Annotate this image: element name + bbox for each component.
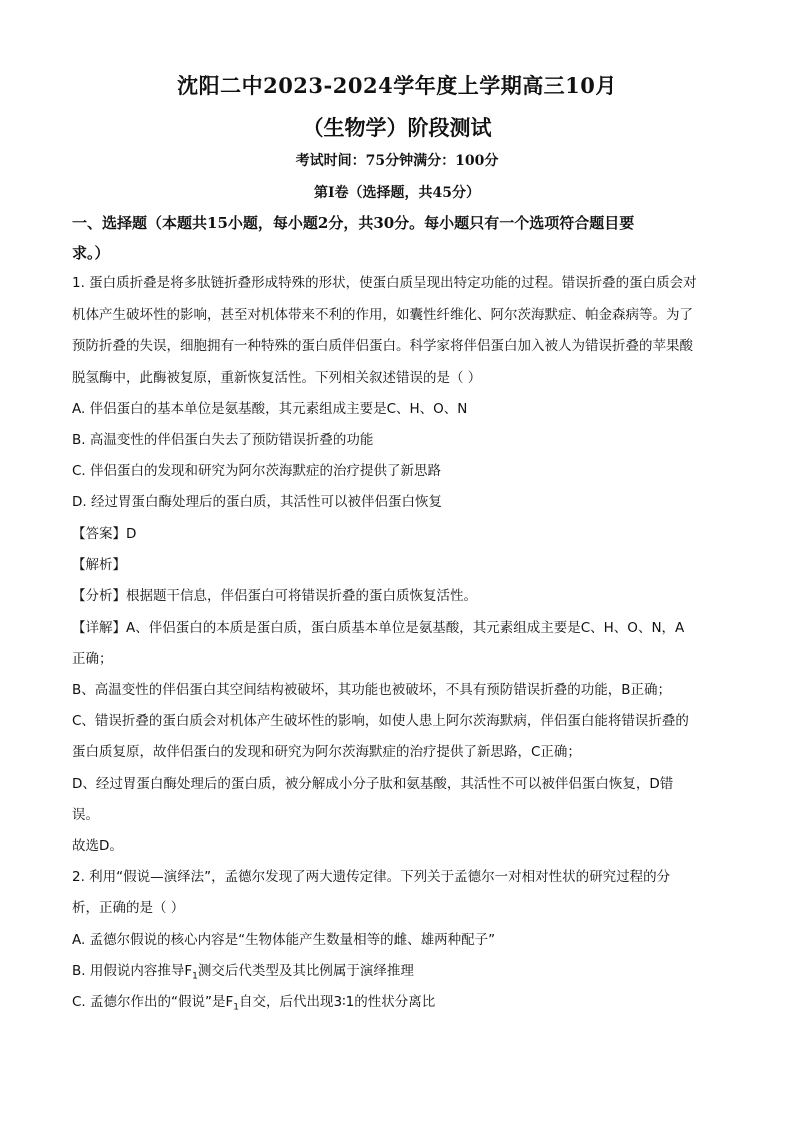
exam-subject-title: （生物学）阶段测试: [302, 115, 492, 140]
answer-label: 【答案】: [72, 526, 126, 542]
q2-option-b-text: B. 用假说内容推导F: [72, 963, 193, 979]
q1-answer: [72, 524, 732, 544]
q1-stem-line: 预防折叠的失误，细胞拥有一种特殊的蛋白质伴侣蛋白。科学家将伴侣蛋白加入被人为错误折叠的苹果酸: [72, 338, 693, 354]
q1-conclusion: 故选D。: [72, 838, 123, 854]
q2-stem-line: 2. 利用“假说—演绎法”，孟德尔发现了两大遗传定律。下列关于孟德尔一对相对性状的研究过程的分: [72, 869, 671, 885]
q1-option-c: C. 伴侣蛋白的发现和研究为阿尔茨海默症的治疗提供了新思路: [72, 463, 442, 479]
exam-info: 考试时间：75分钟满分：100分: [295, 153, 499, 169]
xiangjie-text: A、伴侣蛋白的本质是蛋白质，蛋白质基本单位是氨基酸，其元素组成主要是C、H、O、N，A: [126, 620, 685, 636]
q2-option-b-text-cont: 测交后代类型及其比例属于演绎推理: [197, 963, 414, 979]
volume-heading: 第Ⅰ卷（选择题，共45分）: [313, 185, 481, 201]
exam-title: 沈阳二中2023-2024学年度上学期高三10月: [177, 73, 617, 98]
q1-xiangjie-line: C、错误折叠的蛋白质会对机体产生破坏性的影响，如使人患上阿尔茨海默病，伴侣蛋白能将错误折叠的: [72, 713, 689, 729]
q1-stem-line: 机体产生破坏性的影响，甚至对机体带来不利的作用，如囊性纤维化、阿尔茨海默症、帕金森病等。为了: [72, 307, 693, 323]
answer-value: D: [126, 526, 137, 542]
section-heading: 一、选择题（本题共15小题，每小题2分，共30分。每小题只有一个选项符合题目要: [72, 214, 635, 232]
subscript: 1: [233, 1002, 239, 1013]
q1-xiangjie-line: B、高温变性的伴侣蛋白其空间结构被破坏，其功能也被破坏，不具有预防错误折叠的功能，B正确；: [72, 682, 672, 698]
q2-option-c-text: C. 孟德尔作出的“假说”是F: [72, 994, 234, 1010]
q1-xiangjie-line: 蛋白质复原，故伴侣蛋白的发现和研究为阿尔茨海默症的治疗提供了新思路，C正确；: [72, 744, 581, 760]
q1-analysis-label: 【解析】: [72, 557, 126, 573]
fenxi-label: 【分析】: [72, 588, 126, 604]
q1-option-a: A. 伴侣蛋白的基本单位是氨基酸，其元素组成主要是C、H、O、N: [72, 401, 468, 417]
q1-xiangjie-line: 正确；: [72, 651, 113, 667]
q2-option-a: A. 孟德尔假说的核心内容是“生物体能产生数量相等的雌、雄两种配子”: [72, 932, 496, 948]
q1-stem-line: 脱氢酶中，此酶被复原，重新恢复活性。下列相关叙述错误的是（ ）: [72, 370, 482, 386]
subscript: 1: [192, 971, 198, 982]
q1-fenxi: [72, 586, 732, 606]
section-heading-cont: 求。）: [72, 244, 110, 262]
q1-xiangjie: [72, 618, 732, 638]
q2-option-b: [72, 961, 732, 987]
fenxi-text: 根据题干信息，伴侣蛋白可将错误折叠的蛋白质恢复活性。: [126, 588, 477, 604]
q2-option-c: [72, 992, 732, 1018]
q1-option-b: B. 高温变性的伴侣蛋白失去了预防错误折叠的功能: [72, 432, 374, 448]
q2-option-c-text-cont: 自交，后代出现3∶1的性状分离比: [239, 994, 436, 1010]
q2-stem-line: 析，正确的是（ ）: [72, 900, 185, 916]
q1-xiangjie-line: D、经过胃蛋白酶处理后的蛋白质，被分解成小分子肽和氨基酸，其活性不可以被伴侣蛋白恢复，D错: [72, 776, 674, 792]
q1-option-d: D. 经过胃蛋白酶处理后的蛋白质，其活性可以被伴侣蛋白恢复: [72, 494, 442, 510]
xiangjie-label: 【详解】: [72, 620, 126, 636]
q1-xiangjie-line: 误。: [72, 807, 99, 823]
q1-stem-line: 1. 蛋白质折叠是将多肽链折叠形成特殊的形状，使蛋白质呈现出特定功能的过程。错误折叠的蛋白质会对: [72, 275, 697, 291]
